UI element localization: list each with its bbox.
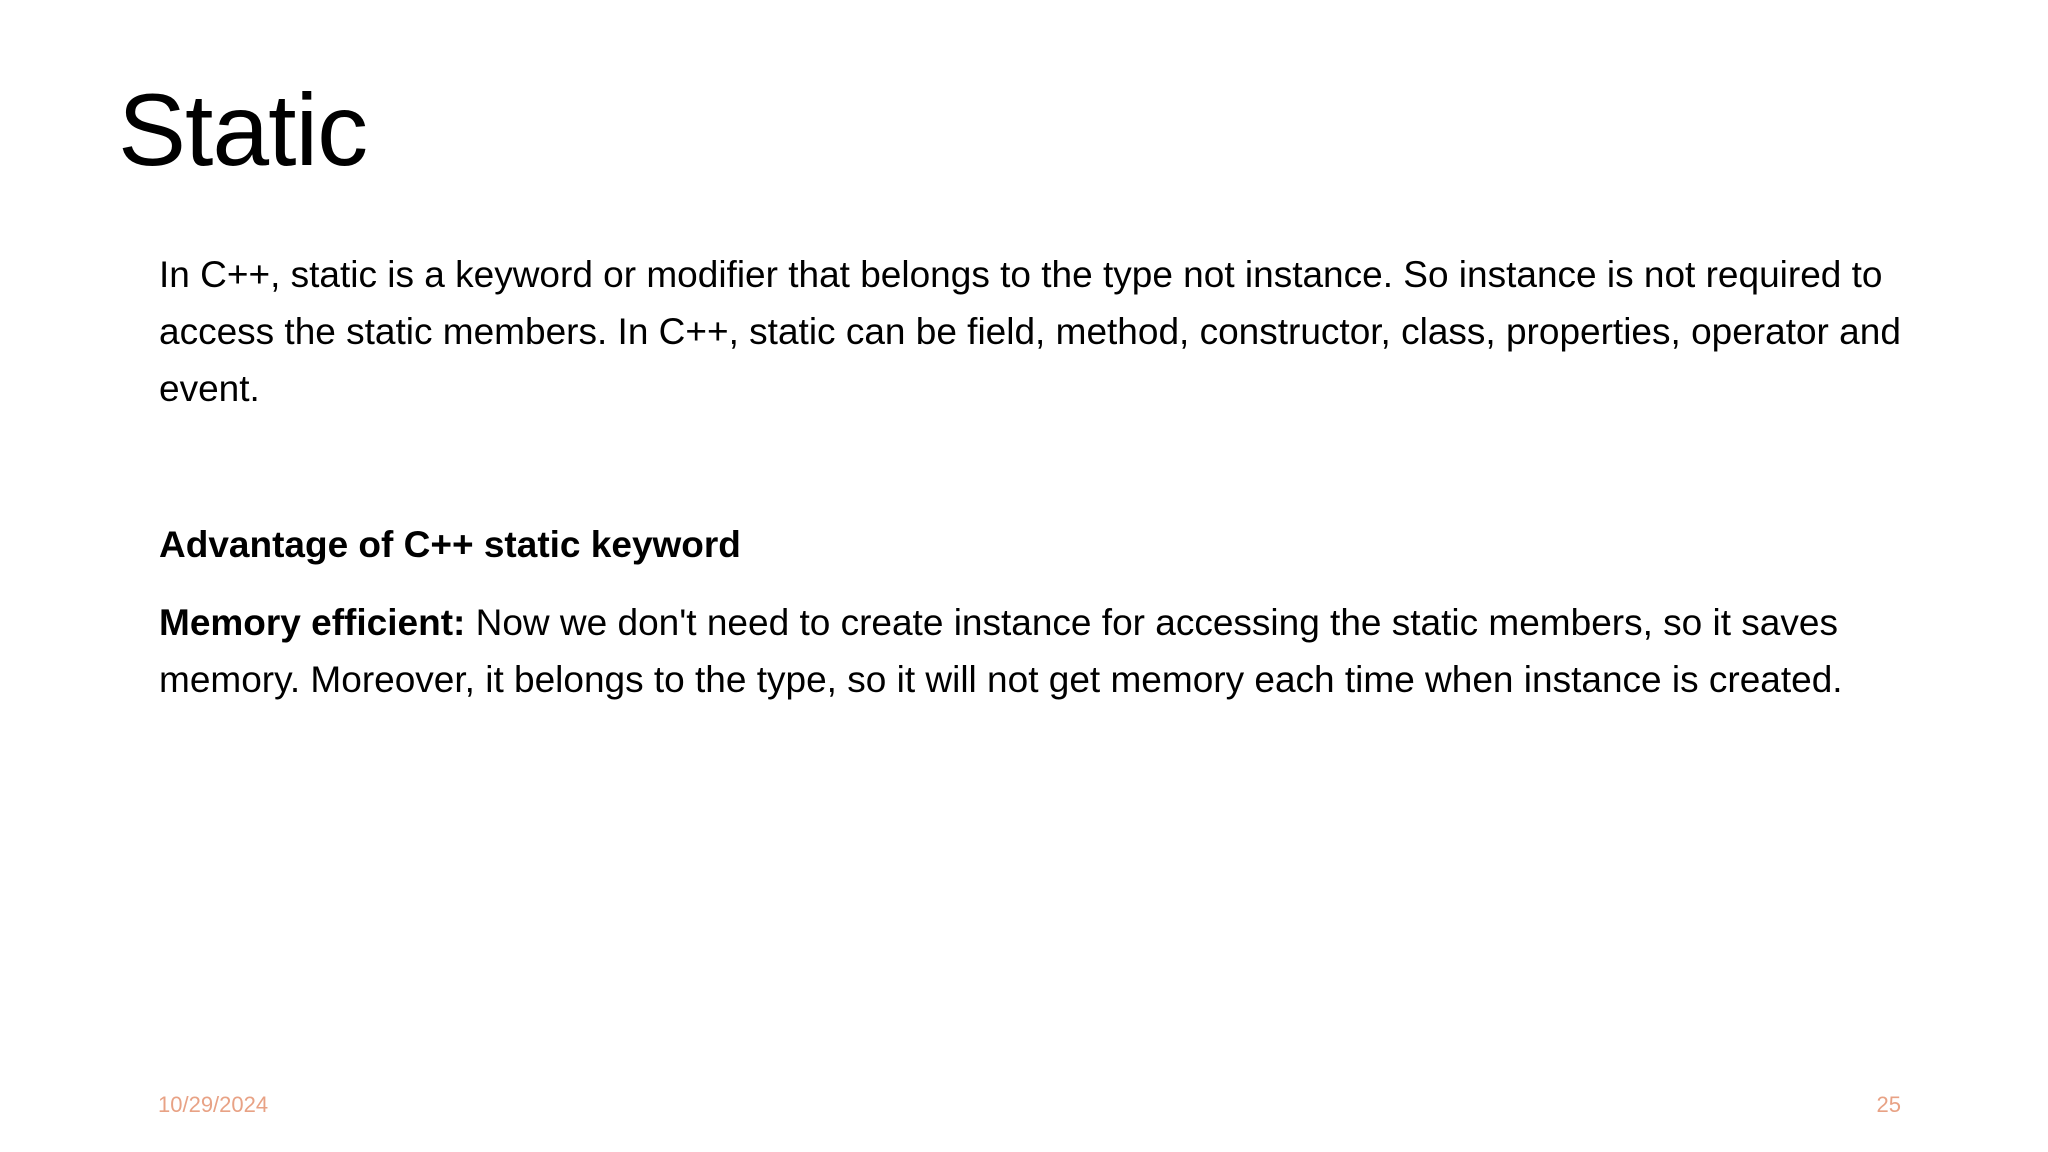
advantage-lead: Memory efficient: bbox=[159, 602, 466, 643]
footer-date: 10/29/2024 bbox=[158, 1092, 269, 1117]
advantage-heading: Advantage of C++ static keyword bbox=[159, 524, 741, 565]
advantage-paragraph bbox=[159, 594, 1959, 708]
slide-title: Static bbox=[118, 73, 368, 187]
footer-page-number: 25 bbox=[1876, 1092, 1901, 1117]
intro-paragraph: In C++, static is a keyword or modifier that belongs to the type not instance. So instance is not required to access the static members. In C++, static can be field, method, constructor, class, properties, operator and event. bbox=[159, 254, 1901, 409]
advantage-text: Now we don't need to create instance for accessing the static members, so it saves memory. Moreover, it belongs to the type, so it will not get memory each time when instance is created. bbox=[159, 602, 1843, 700]
slide-body bbox=[159, 246, 1959, 700]
